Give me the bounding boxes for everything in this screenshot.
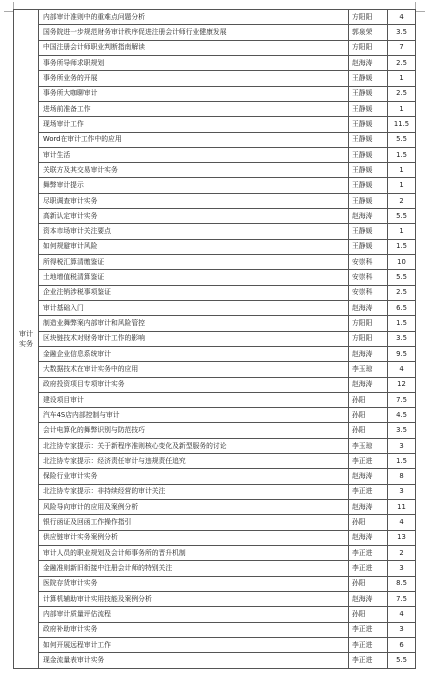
table-row <box>14 163 416 178</box>
author-cell: 赵海涛 <box>349 500 388 515</box>
author-cell: 王静媛 <box>349 239 388 254</box>
course-title-cell: 资本市场审计关注要点 <box>39 224 349 239</box>
hours-cell: 4 <box>388 607 416 622</box>
author-cell: 李玉琼 <box>349 362 388 377</box>
course-title-cell: 事务所导师求职规划 <box>39 55 349 70</box>
author-cell: 王静媛 <box>349 147 388 162</box>
hours-cell: 13 <box>388 530 416 545</box>
author-cell: 方阳阳 <box>349 316 388 331</box>
course-title-cell: 审计基础入门 <box>39 300 349 315</box>
author-cell: 赵海涛 <box>349 530 388 545</box>
hours-cell: 5.5 <box>388 132 416 147</box>
table-row <box>14 377 416 392</box>
table-row <box>14 71 416 86</box>
hours-cell: 12 <box>388 377 416 392</box>
table-row <box>14 438 416 453</box>
author-cell: 赵海涛 <box>349 469 388 484</box>
corner-crop-mark-right <box>415 2 425 12</box>
table-row <box>14 607 416 622</box>
hours-cell: 7.5 <box>388 392 416 407</box>
table-row <box>14 209 416 224</box>
author-cell: 方阳阳 <box>349 10 388 25</box>
table-row <box>14 622 416 637</box>
hours-cell: 7 <box>388 40 416 55</box>
hours-cell: 3.5 <box>388 25 416 40</box>
author-cell: 王静媛 <box>349 163 388 178</box>
author-cell: 孙阳 <box>349 423 388 438</box>
course-title-cell: 如何开展远程审计工作 <box>39 637 349 652</box>
course-title-cell: 关联方及其交易审计实务 <box>39 163 349 178</box>
hours-cell: 1 <box>388 224 416 239</box>
hours-cell: 8.5 <box>388 576 416 591</box>
author-cell: 安崇科 <box>349 270 388 285</box>
course-title-cell: 北注协专家提示：经济责任审计与违规责任追究 <box>39 454 349 469</box>
hours-cell: 3 <box>388 561 416 576</box>
author-cell: 李正进 <box>349 561 388 576</box>
course-title-cell: 事务所大咖聊审计 <box>39 86 349 101</box>
author-cell: 王静媛 <box>349 132 388 147</box>
table-row <box>14 86 416 101</box>
course-title-cell: 制造业舞弊案内部审计和风险管控 <box>39 316 349 331</box>
hours-cell: 2 <box>388 545 416 560</box>
author-cell: 李正进 <box>349 653 388 669</box>
table-row <box>14 469 416 484</box>
hours-cell: 11 <box>388 500 416 515</box>
table-row <box>14 117 416 132</box>
table-row <box>14 331 416 346</box>
hours-cell: 1.5 <box>388 454 416 469</box>
hours-cell: 3 <box>388 484 416 499</box>
author-cell: 王静媛 <box>349 193 388 208</box>
author-cell: 王静媛 <box>349 71 388 86</box>
course-title-cell: 内部审计准则中的重难点问题分析 <box>39 10 349 25</box>
course-table-body <box>14 10 416 669</box>
hours-cell: 5.5 <box>388 653 416 669</box>
table-row <box>14 224 416 239</box>
hours-cell: 3.5 <box>388 331 416 346</box>
author-cell: 安崇科 <box>349 285 388 300</box>
table-row <box>14 362 416 377</box>
course-table <box>13 9 416 669</box>
author-cell: 安崇科 <box>349 255 388 270</box>
hours-cell: 6.5 <box>388 300 416 315</box>
table-row <box>14 270 416 285</box>
hours-cell: 4 <box>388 362 416 377</box>
author-cell: 李正进 <box>349 637 388 652</box>
author-cell: 李正进 <box>349 545 388 560</box>
table-row <box>14 239 416 254</box>
course-title-cell: 北注协专家提示：关于新程序准则核心变化及新型服务的讨论 <box>39 438 349 453</box>
author-cell: 赵海涛 <box>349 346 388 361</box>
course-title-cell: 现场审计工作 <box>39 117 349 132</box>
hours-cell: 6 <box>388 637 416 652</box>
hours-cell: 3 <box>388 622 416 637</box>
author-cell: 方阳阳 <box>349 331 388 346</box>
author-cell: 赵海涛 <box>349 55 388 70</box>
hours-cell: 2 <box>388 193 416 208</box>
course-title-cell: 金融准则新旧衔接中注册会计师的特别关注 <box>39 561 349 576</box>
hours-cell: 4.5 <box>388 408 416 423</box>
table-row <box>14 392 416 407</box>
course-title-cell: 审计人员的职业规划及会计师事务所的晋升机制 <box>39 545 349 560</box>
author-cell: 郭泉荣 <box>349 25 388 40</box>
table-row <box>14 561 416 576</box>
table-row <box>14 255 416 270</box>
hours-cell: 11.5 <box>388 117 416 132</box>
author-cell: 赵海涛 <box>349 377 388 392</box>
course-title-cell: 银行函证及回函工作操作指引 <box>39 515 349 530</box>
course-title-cell: 事务所业务的开展 <box>39 71 349 86</box>
table-row <box>14 530 416 545</box>
hours-cell: 4 <box>388 10 416 25</box>
hours-cell: 1.5 <box>388 239 416 254</box>
author-cell: 李玉琼 <box>349 438 388 453</box>
table-row <box>14 193 416 208</box>
course-title-cell: 如何规避审计风险 <box>39 239 349 254</box>
hours-cell: 4 <box>388 515 416 530</box>
course-title-cell: 汽车4S店内部控制与审计 <box>39 408 349 423</box>
hours-cell: 1.5 <box>388 316 416 331</box>
table-row <box>14 545 416 560</box>
table-row <box>14 408 416 423</box>
course-title-cell: 会计电算化的舞弊识别与防范技巧 <box>39 423 349 438</box>
table-row <box>14 101 416 116</box>
course-title-cell: 金融企业信息系统审计 <box>39 346 349 361</box>
hours-cell: 10 <box>388 255 416 270</box>
hours-cell: 2.5 <box>388 86 416 101</box>
course-title-cell: 北注协专家提示：非持续经营的审计关注 <box>39 484 349 499</box>
course-title-cell: 政府补助审计实务 <box>39 622 349 637</box>
course-title-cell: 舞弊审计提示 <box>39 178 349 193</box>
author-cell: 孙阳 <box>349 576 388 591</box>
course-title-cell: 建设项目审计 <box>39 392 349 407</box>
hours-cell: 2.5 <box>388 55 416 70</box>
course-title-cell: 国务院进一步规范财务审计秩序促进注册会计师行业健康发展 <box>39 25 349 40</box>
course-title-cell: 政府投资项目专项审计实务 <box>39 377 349 392</box>
table-row <box>14 25 416 40</box>
hours-cell: 5.5 <box>388 270 416 285</box>
course-title-cell: Word在审计工作中的应用 <box>39 132 349 147</box>
hours-cell: 1 <box>388 163 416 178</box>
author-cell: 孙阳 <box>349 607 388 622</box>
hours-cell: 1.5 <box>388 147 416 162</box>
table-row <box>14 178 416 193</box>
course-title-cell: 风险导向审计的应用及案例分析 <box>39 500 349 515</box>
table-row <box>14 346 416 361</box>
author-cell: 赵海涛 <box>349 300 388 315</box>
hours-cell: 1 <box>388 178 416 193</box>
course-title-cell: 供应链审计实务案例分析 <box>39 530 349 545</box>
hours-cell: 3 <box>388 438 416 453</box>
author-cell: 王静媛 <box>349 178 388 193</box>
course-title-cell: 审计生活 <box>39 147 349 162</box>
course-title-cell: 保险行业审计实务 <box>39 469 349 484</box>
course-title-cell: 所得税汇算清缴鉴证 <box>39 255 349 270</box>
table-row <box>14 10 416 25</box>
author-cell: 赵海涛 <box>349 209 388 224</box>
author-cell: 孙阳 <box>349 515 388 530</box>
author-cell: 王静媛 <box>349 86 388 101</box>
table-row <box>14 40 416 55</box>
author-cell: 孙阳 <box>349 392 388 407</box>
hours-cell: 8 <box>388 469 416 484</box>
hours-cell: 7.5 <box>388 591 416 606</box>
course-title-cell: 计算机辅助审计实用技能及案例分析 <box>39 591 349 606</box>
hours-cell: 1 <box>388 101 416 116</box>
table-row <box>14 500 416 515</box>
course-title-cell: 尽职调查审计实务 <box>39 193 349 208</box>
table-row <box>14 147 416 162</box>
table-row <box>14 423 416 438</box>
author-cell: 赵海涛 <box>349 591 388 606</box>
author-cell: 李正进 <box>349 454 388 469</box>
table-row <box>14 484 416 499</box>
author-cell: 方阳阳 <box>349 40 388 55</box>
course-title-cell: 区块链技术对财务审计工作的影响 <box>39 331 349 346</box>
course-title-cell: 大数据技术在审计实务中的应用 <box>39 362 349 377</box>
author-cell: 王静媛 <box>349 117 388 132</box>
table-row <box>14 637 416 652</box>
course-title-cell: 内部审计质量评估流程 <box>39 607 349 622</box>
author-cell: 王静媛 <box>349 224 388 239</box>
hours-cell: 2.5 <box>388 285 416 300</box>
author-cell: 李正进 <box>349 484 388 499</box>
table-row <box>14 55 416 70</box>
hours-cell: 5.5 <box>388 209 416 224</box>
hours-cell: 9.5 <box>388 346 416 361</box>
hours-cell: 3.5 <box>388 423 416 438</box>
table-row <box>14 300 416 315</box>
table-row <box>14 132 416 147</box>
table-row <box>14 454 416 469</box>
author-cell: 孙阳 <box>349 408 388 423</box>
course-title-cell: 中国注册会计师职业判断指南解读 <box>39 40 349 55</box>
table-row <box>14 591 416 606</box>
course-title-cell: 进场前准备工作 <box>39 101 349 116</box>
course-title-cell: 现金流量表审计实务 <box>39 653 349 669</box>
author-cell: 李正进 <box>349 622 388 637</box>
course-title-cell: 医院存货审计实务 <box>39 576 349 591</box>
category-cell: 审计 实务 <box>14 10 39 669</box>
hours-cell: 1 <box>388 71 416 86</box>
course-title-cell: 高新认定审计实务 <box>39 209 349 224</box>
table-row <box>14 653 416 669</box>
table-row <box>14 576 416 591</box>
course-title-cell: 企业注销涉税事项鉴证 <box>39 285 349 300</box>
table-row <box>14 316 416 331</box>
table-row <box>14 285 416 300</box>
table-row <box>14 515 416 530</box>
author-cell: 王静媛 <box>349 101 388 116</box>
course-title-cell: 土地增值税清算鉴证 <box>39 270 349 285</box>
